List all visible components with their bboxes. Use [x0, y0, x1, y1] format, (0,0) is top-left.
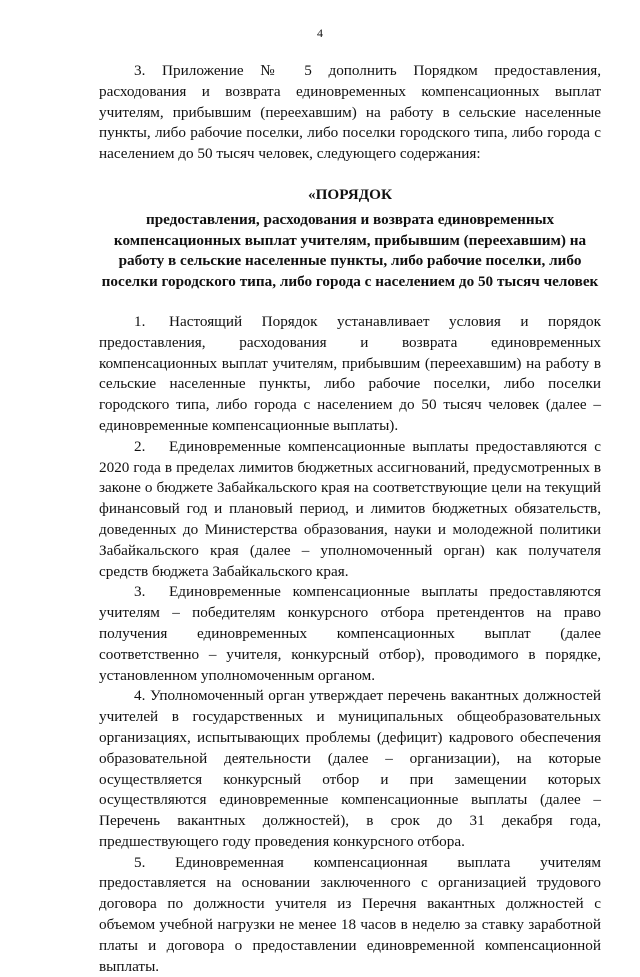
page-number: 4: [317, 26, 323, 40]
paragraph-2: [99, 437, 601, 583]
paragraph-1: [99, 312, 601, 437]
order-subtitle: предоставления, расходования и возврата единовременных компенсационных выплат учителям, прибывшим (переехавшим) на работу в сельские населенные пункты, либо рабочие поселки, либо поселки городского типа, либо города с населением до 50 тысяч человек: [101, 210, 599, 291]
paragraph-text: Единовременные компенсационные выплаты предоставляются учителям – победителям конкурсного отбора претендентов на право получения единовременных компенсационных выплат (далее соответственно – учителя, конкурсный отбор), проводимого в порядке, установленном уполномоченным органом.: [99, 583, 601, 684]
paragraph-text: Единовременная компенсационная выплата учителям предоставляется на основании заключенного с организацией трудового договора по должности учителя из Перечня вакантных должностей с объемом учебной нагрузки не менее 18 часов в неделю за ставку заработной платы и договора о предоставлении единовременной компенсационной выплаты.: [99, 853, 601, 975]
intro-paragraph: 3. Приложение № 5 дополнить Порядком предоставления, расходования и возврата единовременных компенсационных выплат учителям, прибывшим (переехавшим) на работу в сельские населенные пункты, либо рабочие поселки, либо поселки городского типа, либо города с населением до 50 тысяч человек, следующего содержания:: [99, 62, 601, 163]
paragraph-3: [99, 582, 601, 686]
paragraph-number: 4.: [134, 687, 146, 705]
paragraph-number: 1.: [134, 312, 146, 330]
document-body: [99, 61, 601, 977]
paragraph-number: 2.: [134, 437, 146, 455]
paragraph-4: [99, 686, 601, 852]
order-title: «ПОРЯДОК: [308, 185, 392, 203]
paragraph-number: 5.: [134, 853, 146, 871]
paragraph-text: Настоящий Порядок устанавливает условия и порядок предоставления, расходования и возврата единовременных компенсационных выплат учителям, прибывшим (переехавшим) на работу в сельские населенные пункты, либо рабочие поселки, либо поселки городского типа, либо города с населением до 50 тысяч человек (далее – единовременные компенсационные выплаты).: [99, 312, 601, 434]
paragraph-5: [99, 853, 601, 977]
paragraph-text: Единовременные компенсационные выплаты предоставляются с 2020 года в пределах лимитов бюджетных ассигнований, предусмотренных в законе о бюджете Забайкальского края на соответствующие цели на текущий финансовый год и плановый период, и лимитов бюджетных обязательств, доведенных до Министерства образования, науки и молодежной политики Забайкальского края (далее – уполномоченный орган) как получателя средств бюджета Забайкальского края.: [99, 437, 601, 580]
paragraph-text: Уполномоченный орган утверждает перечень вакантных должностей учителей в государственных и муниципальных общеобразовательных организациях, испытывающих проблемы (дефицит) кадрового обеспечения образовательной деятельности (далее – организации), на которые осуществляется конкурсный отбор и при замещении которых осуществляются единовременные компенсационные выплаты (далее – Перечень вакантных должностей), в срок до 31 декабря года, предшествующего году проведения конкурсного отбора.: [99, 687, 602, 850]
paragraph-number: 3.: [134, 583, 146, 601]
